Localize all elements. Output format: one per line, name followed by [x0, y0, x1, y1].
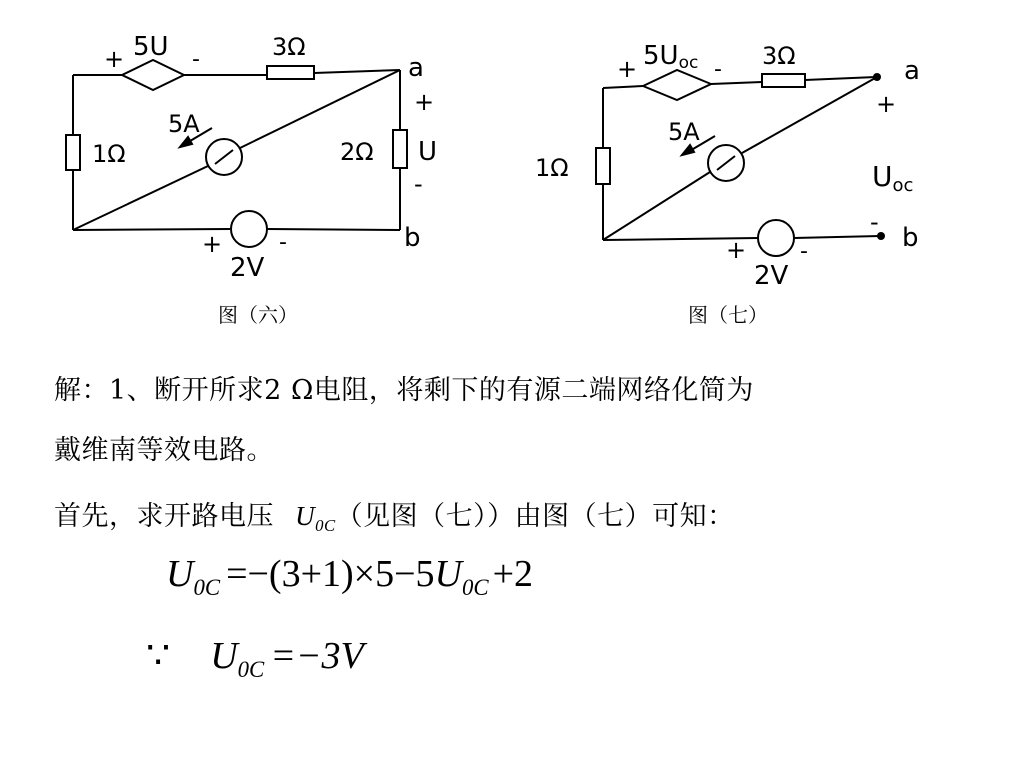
solution-line-1: 解：1、断开所求2 Ω电阻，将剩下的有源二端网络化简为 [54, 375, 754, 406]
resistor-2ohm-label: 2Ω [340, 138, 374, 166]
minus-sign: - [800, 239, 808, 264]
voltage-source-label: 2V [230, 253, 265, 283]
voltage-source-label: 2V [754, 261, 789, 291]
current-source-bar [717, 156, 735, 170]
minus-sign: - [279, 230, 287, 255]
resistor-1ohm-label: 1Ω [535, 154, 569, 182]
line3-prefix: 首先，求开路电压 [54, 501, 274, 532]
current-source-label: 5A [168, 110, 200, 138]
plus-sign: + [202, 230, 223, 258]
wire [794, 236, 880, 238]
minus-sign: - [714, 57, 722, 82]
resistor-3ohm-label: 3Ω [272, 33, 306, 61]
minus-sign: - [414, 170, 423, 198]
solution-line-2: 戴维南等效电路。 [54, 435, 274, 466]
node-b-label: b [404, 223, 421, 253]
plus-sign: + [617, 55, 638, 83]
minus-sign: - [192, 47, 200, 72]
equation-2: ∵ $U_{0C} =-3V$ [146, 635, 364, 683]
node-b-label: b [902, 223, 919, 253]
wire [603, 86, 643, 88]
wire [805, 77, 876, 80]
current-source-label: 5A [668, 118, 700, 146]
open-circuit-voltage-label: Uoc [872, 160, 914, 196]
output-voltage-label: U [418, 137, 438, 167]
dependent-voltage-source-symbol [643, 70, 711, 100]
plus-sign: + [414, 88, 435, 116]
dependent-source-label: 5U [133, 32, 169, 62]
equation-1: $U_{0C} =-(3+1)\times 5-5U_{0C} +2$ [166, 553, 534, 601]
wire [603, 172, 710, 240]
open-circuit-voltage-symbol: $U_{0C}$ [295, 501, 336, 535]
node-a-label: a [408, 53, 424, 83]
therefore-symbol: ∵ [146, 635, 171, 677]
plus-sign: + [104, 45, 125, 73]
arrowhead-icon [682, 145, 694, 155]
dependent-source-label: 5Uoc [643, 41, 699, 73]
wire [742, 77, 877, 153]
node-a-label: a [904, 56, 920, 86]
plus-sign: + [876, 90, 897, 118]
figure7-circuit [0, 0, 1024, 300]
line3-suffix: （见图（七））由图（七）可知： [335, 501, 735, 532]
resistor-3ohm-symbol [762, 74, 805, 87]
resistor-1ohm-symbol [596, 148, 610, 184]
resistor-1ohm-label: 1Ω [92, 140, 126, 168]
figure7-caption: 图（七） [688, 303, 768, 327]
wire [711, 82, 762, 84]
solution-line-3 [54, 494, 735, 536]
minus-sign: - [870, 208, 879, 236]
voltage-source-symbol [758, 220, 794, 256]
figure6-caption: 图（六） [218, 303, 298, 327]
plus-sign: + [726, 236, 747, 264]
resistor-3ohm-label: 3Ω [762, 42, 796, 70]
